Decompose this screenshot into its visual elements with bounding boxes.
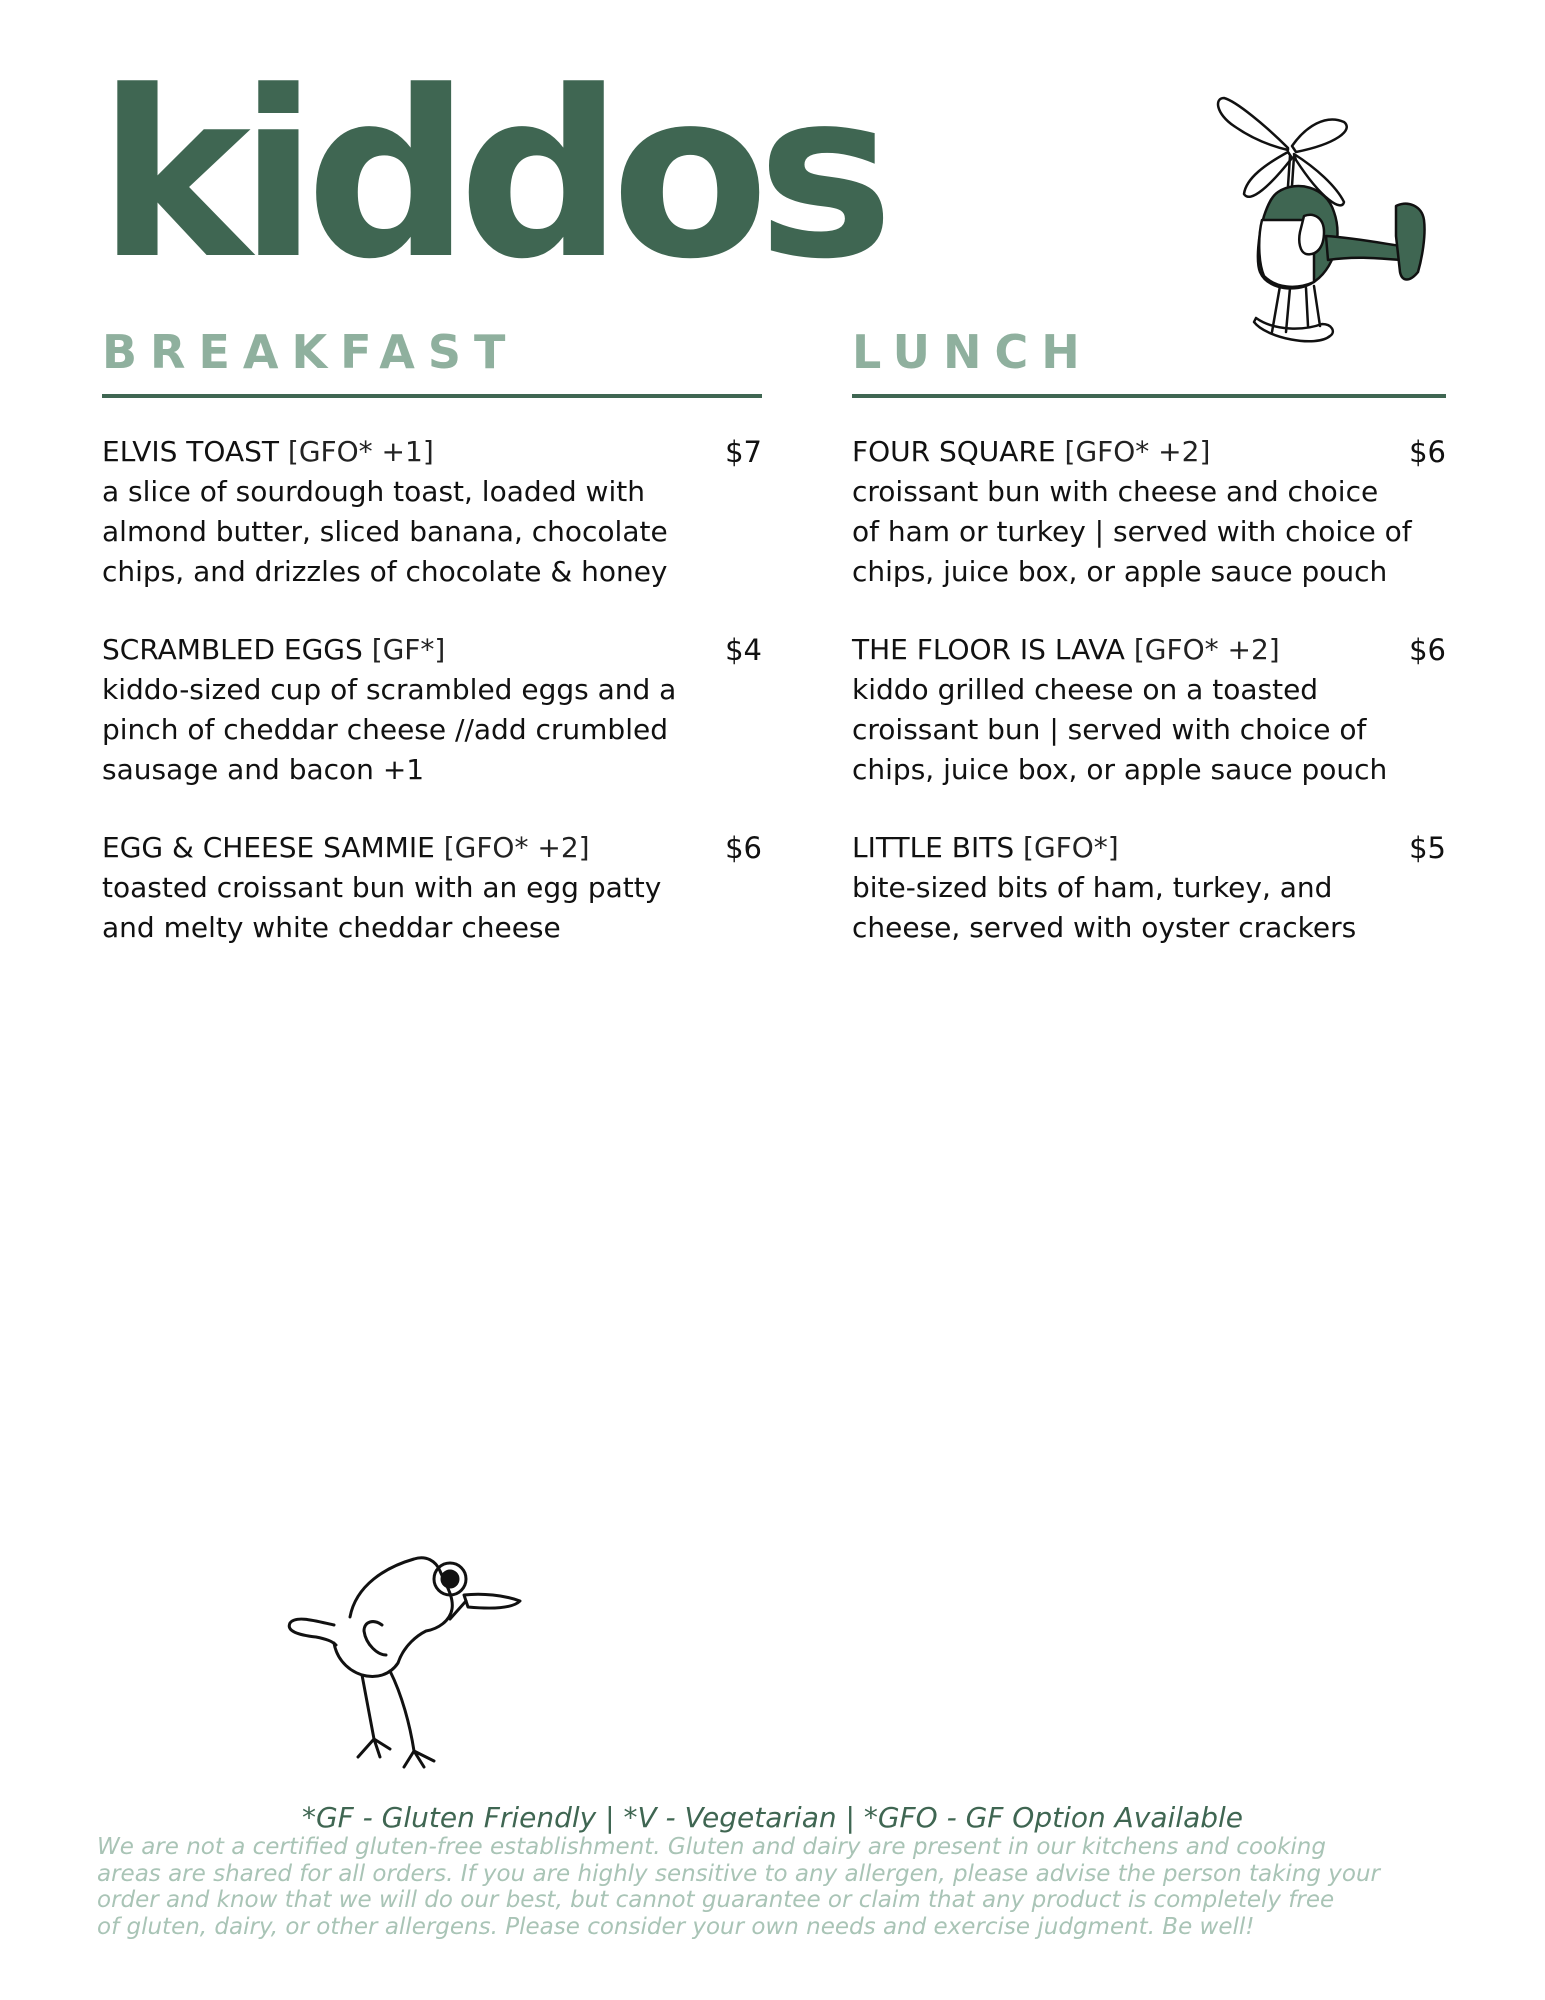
item-tag: [GFO*] bbox=[1023, 831, 1119, 864]
item-name: EGG & CHEESE SAMMIE bbox=[102, 831, 435, 864]
description-line: croissant bun | served with choice of bbox=[852, 713, 1367, 746]
description-line: cheese, served with oyster crackers bbox=[852, 911, 1357, 944]
item-price: $5 bbox=[1409, 831, 1446, 865]
description-line: pinch of cheddar cheese //add crumbled bbox=[102, 713, 668, 746]
item-description bbox=[852, 670, 1446, 790]
allergen-disclaimer bbox=[97, 1834, 1449, 1940]
description-line: kiddo-sized cup of scrambled eggs and a bbox=[102, 673, 677, 706]
item-tag: [GFO* +2] bbox=[443, 831, 590, 864]
item-tag: [GFO* +1] bbox=[287, 435, 434, 468]
item-name: FOUR SQUARE bbox=[852, 435, 1056, 468]
description-line: croissant bun with cheese and choice bbox=[852, 475, 1379, 508]
description-line: sausage and bacon +1 bbox=[102, 753, 425, 786]
dietary-legend: *GF - Gluten Friendly | *V - Vegetarian | *GFO - GF Option Available bbox=[301, 1801, 1244, 1834]
description-line: kiddo grilled cheese on a toasted bbox=[852, 673, 1319, 706]
item-tag: [GFO* +2] bbox=[1133, 633, 1280, 666]
description-line: toasted croissant bun with an egg patty bbox=[102, 871, 662, 904]
menu-item-scrambled-eggs bbox=[102, 630, 762, 790]
description-line: of ham or turkey | served with choice of bbox=[852, 515, 1412, 548]
item-name: ELVIS TOAST bbox=[102, 435, 279, 468]
item-description bbox=[852, 472, 1446, 592]
description-line: bite-sized bits of ham, turkey, and bbox=[852, 871, 1333, 904]
item-description bbox=[102, 472, 762, 592]
item-name: SCRAMBLED EGGS bbox=[102, 633, 363, 666]
breakfast-divider bbox=[102, 394, 762, 398]
item-name: THE FLOOR IS LAVA bbox=[852, 633, 1125, 666]
helicopter-drawing-icon bbox=[1196, 86, 1440, 356]
disclaimer-line: areas are shared for all orders. If you are highly sensitive to any allergen, please advise the person taking your bbox=[97, 1860, 1381, 1887]
description-line: chips, and drizzles of chocolate & honey bbox=[102, 555, 668, 588]
item-tag: [GF*] bbox=[371, 633, 446, 666]
item-name: LITTLE BITS bbox=[852, 831, 1015, 864]
item-price: $6 bbox=[1409, 633, 1446, 667]
description-line: and melty white cheddar cheese bbox=[102, 911, 561, 944]
menu-item-elvis-toast bbox=[102, 432, 762, 592]
lunch-section bbox=[852, 322, 1446, 986]
menu-item-little-bits bbox=[852, 828, 1446, 948]
menu-item-egg-cheese-sammie bbox=[102, 828, 762, 948]
lunch-divider bbox=[852, 394, 1446, 398]
item-tag: [GFO* +2] bbox=[1064, 435, 1211, 468]
lunch-heading: LUNCH bbox=[852, 325, 1093, 379]
item-price: $6 bbox=[725, 831, 762, 865]
item-price: $6 bbox=[1409, 435, 1446, 469]
disclaimer-line: order and know that we will do our best, but cannot guarantee or claim that any product is completely free bbox=[97, 1887, 1335, 1913]
disclaimer-line: We are not a certified gluten-free establishment. Gluten and dairy are present in our kitchens and cooking bbox=[97, 1834, 1326, 1860]
item-description bbox=[852, 868, 1446, 948]
description-line: almond butter, sliced banana, chocolate bbox=[102, 515, 668, 548]
bird-drawing-icon bbox=[286, 1545, 530, 1785]
description-line: a slice of sourdough toast, loaded with bbox=[102, 475, 645, 508]
item-price: $7 bbox=[725, 435, 762, 469]
page-title: kiddos bbox=[98, 43, 882, 310]
item-description bbox=[102, 670, 762, 790]
menu-item-the-floor-is-lava bbox=[852, 630, 1446, 790]
item-description bbox=[102, 868, 762, 948]
menu-item-four-square bbox=[852, 432, 1446, 592]
item-price: $4 bbox=[725, 633, 762, 667]
breakfast-heading: BREAKFAST bbox=[102, 325, 519, 379]
disclaimer-line: of gluten, dairy, or other allergens. Please consider your own needs and exercise judgment. Be well! bbox=[97, 1913, 1255, 1940]
breakfast-section bbox=[102, 322, 762, 986]
description-line: chips, juice box, or apple sauce pouch bbox=[852, 753, 1388, 786]
description-line: chips, juice box, or apple sauce pouch bbox=[852, 555, 1388, 588]
